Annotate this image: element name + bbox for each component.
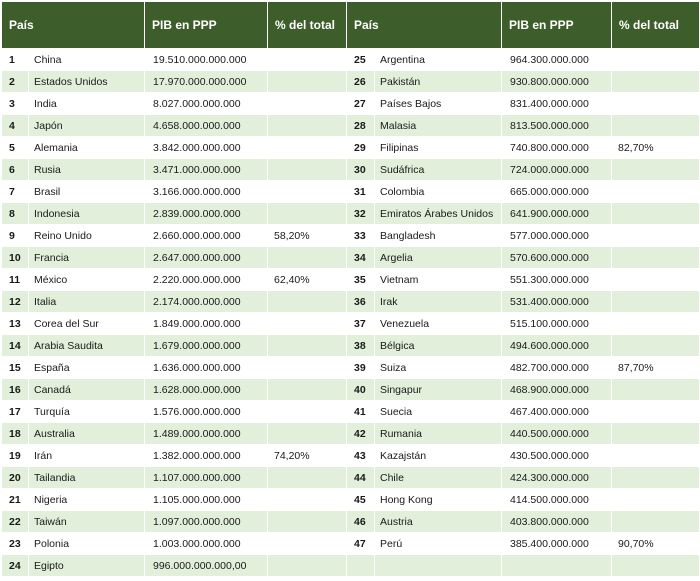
share-left-cell [268,555,347,577]
gdp-right-cell: 551.300.000.000 [502,269,612,291]
gdp-right-cell: 641.900.000.000 [502,203,612,225]
gdp-right-cell: 430.500.000.000 [502,445,612,467]
share-left-cell [268,357,347,379]
table-row [2,555,700,577]
rank-left-cell: 19 [2,445,29,467]
share-left-cell [268,203,347,225]
header-share-right: % del total [612,2,700,49]
country-right-cell: Perú [375,533,502,555]
rank-left-cell: 9 [2,225,29,247]
gdp-right-cell: 440.500.000.000 [502,423,612,445]
share-right-cell: 87,70% [612,357,700,379]
share-right-cell: 82,70% [612,137,700,159]
share-right-cell [612,225,700,247]
gdp-left-cell: 3.166.000.000.000 [145,181,268,203]
rank-right-cell: 25 [347,49,375,71]
table-row [2,401,700,423]
share-left-cell [268,379,347,401]
share-right-cell [612,115,700,137]
rank-right-cell: 34 [347,247,375,269]
gdp-right-cell: 724.000.000.000 [502,159,612,181]
rank-left-cell: 23 [2,533,29,555]
gdp-left-cell: 1.636.000.000.000 [145,357,268,379]
share-right-cell: 90,70% [612,533,700,555]
header-gdp-left: PIB en PPP [145,2,268,49]
gdp-right-cell: 468.900.000.000 [502,379,612,401]
gdp-right-cell: 577.000.000.000 [502,225,612,247]
rank-right-cell: 35 [347,269,375,291]
table-row [2,159,700,181]
table-row [2,533,700,555]
rank-right-cell: 36 [347,291,375,313]
country-right-cell: Colombia [375,181,502,203]
header-country-left: País [2,2,145,49]
gdp-right-cell: 740.800.000.000 [502,137,612,159]
country-left-cell: Corea del Sur [29,313,145,335]
gdp-left-cell: 3.471.000.000.000 [145,159,268,181]
table-row [2,423,700,445]
table-row [2,511,700,533]
share-left-cell [268,533,347,555]
country-right-cell: Hong Kong [375,489,502,511]
share-right-cell [612,445,700,467]
gdp-left-cell: 1.576.000.000.000 [145,401,268,423]
gdp-left-cell: 1.628.000.000.000 [145,379,268,401]
rank-left-cell: 8 [2,203,29,225]
rank-left-cell: 15 [2,357,29,379]
rank-left-cell: 10 [2,247,29,269]
share-left-cell [268,181,347,203]
gdp-right-cell [502,555,612,577]
country-left-cell: India [29,93,145,115]
table-row [2,445,700,467]
share-right-cell [612,335,700,357]
table-row [2,313,700,335]
share-left-cell: 74,20% [268,445,347,467]
rank-right-cell: 45 [347,489,375,511]
table-row [2,291,700,313]
rank-right-cell: 43 [347,445,375,467]
country-right-cell: Vietnam [375,269,502,291]
rank-right-cell: 27 [347,93,375,115]
gdp-right-cell: 385.400.000.000 [502,533,612,555]
country-left-cell: Rusia [29,159,145,181]
share-left-cell [268,71,347,93]
table-row [2,335,700,357]
gdp-right-cell: 494.600.000.000 [502,335,612,357]
share-right-cell [612,423,700,445]
gdp-left-cell: 1.107.000.000.000 [145,467,268,489]
rank-right-cell: 28 [347,115,375,137]
rank-right-cell: 37 [347,313,375,335]
gdp-right-cell: 964.300.000.000 [502,49,612,71]
country-right-cell: Sudáfrica [375,159,502,181]
share-left-cell [268,489,347,511]
rank-left-cell: 1 [2,49,29,71]
rank-left-cell: 3 [2,93,29,115]
country-left-cell: Irán [29,445,145,467]
gdp-right-cell: 414.500.000.000 [502,489,612,511]
gdp-left-cell: 2.220.000.000.000 [145,269,268,291]
country-left-cell: Tailandia [29,467,145,489]
rank-left-cell: 21 [2,489,29,511]
share-left-cell [268,115,347,137]
country-right-cell [375,555,502,577]
share-right-cell [612,269,700,291]
gdp-right-cell: 467.400.000.000 [502,401,612,423]
table-row [2,49,700,71]
gdp-left-cell: 1.105.000.000.000 [145,489,268,511]
share-left-cell [268,137,347,159]
rank-left-cell: 11 [2,269,29,291]
share-left-cell [268,159,347,181]
country-right-cell: Suiza [375,357,502,379]
share-right-cell [612,467,700,489]
rank-right-cell: 41 [347,401,375,423]
header-share-left: % del total [268,2,347,49]
country-left-cell: Reino Unido [29,225,145,247]
rank-right-cell: 46 [347,511,375,533]
rank-left-cell: 18 [2,423,29,445]
table-row [2,225,700,247]
rank-left-cell: 20 [2,467,29,489]
country-right-cell: Chile [375,467,502,489]
share-right-cell [612,401,700,423]
gdp-left-cell: 2.647.000.000.000 [145,247,268,269]
gdp-left-cell: 2.660.000.000.000 [145,225,268,247]
country-left-cell: Brasil [29,181,145,203]
header-gdp-right: PIB en PPP [502,2,612,49]
gdp-right-cell: 665.000.000.000 [502,181,612,203]
rank-left-cell: 4 [2,115,29,137]
country-right-cell: Argentina [375,49,502,71]
country-left-cell: Japón [29,115,145,137]
table-row [2,489,700,511]
country-right-cell: Emiratos Árabes Unidos [375,203,502,225]
share-right-cell [612,313,700,335]
share-right-cell [612,49,700,71]
share-left-cell [268,313,347,335]
country-right-cell: Singapur [375,379,502,401]
share-left-cell [268,49,347,71]
share-left-cell [268,93,347,115]
country-left-cell: China [29,49,145,71]
table-row [2,247,700,269]
table-row [2,93,700,115]
table-row [2,71,700,93]
gdp-right-cell: 403.800.000.000 [502,511,612,533]
gdp-left-cell: 1.097.000.000.000 [145,511,268,533]
rank-right-cell: 44 [347,467,375,489]
rank-left-cell: 2 [2,71,29,93]
country-left-cell: Polonia [29,533,145,555]
share-left-cell [268,401,347,423]
gdp-left-cell: 996.000.000.000,00 [145,555,268,577]
share-right-cell [612,379,700,401]
gdp-right-cell: 831.400.000.000 [502,93,612,115]
share-right-cell [612,291,700,313]
rank-right-cell [347,555,375,577]
share-left-cell: 62,40% [268,269,347,291]
country-left-cell: Arabia Saudita [29,335,145,357]
country-left-cell: Estados Unidos [29,71,145,93]
gdp-right-cell: 424.300.000.000 [502,467,612,489]
gdp-right-cell: 515.100.000.000 [502,313,612,335]
gdp-left-cell: 17.970.000.000.000 [145,71,268,93]
header-row [2,2,700,49]
rank-right-cell: 31 [347,181,375,203]
rank-right-cell: 30 [347,159,375,181]
gdp-left-cell: 1.003.000.000.000 [145,533,268,555]
country-left-cell: Taiwán [29,511,145,533]
rank-left-cell: 7 [2,181,29,203]
country-left-cell: Turquía [29,401,145,423]
gdp-ppp-table [1,1,700,577]
gdp-left-cell: 1.489.000.000.000 [145,423,268,445]
gdp-right-cell: 813.500.000.000 [502,115,612,137]
country-left-cell: Francia [29,247,145,269]
rank-right-cell: 33 [347,225,375,247]
gdp-left-cell: 19.510.000.000.000 [145,49,268,71]
rank-left-cell: 5 [2,137,29,159]
table-row [2,115,700,137]
share-left-cell [268,335,347,357]
country-right-cell: Rumania [375,423,502,445]
share-right-cell [612,203,700,225]
share-left-cell [268,511,347,533]
rank-left-cell: 13 [2,313,29,335]
share-right-cell [612,93,700,115]
country-left-cell: Indonesia [29,203,145,225]
share-left-cell: 58,20% [268,225,347,247]
country-right-cell: Bélgica [375,335,502,357]
country-left-cell: Egipto [29,555,145,577]
rank-left-cell: 22 [2,511,29,533]
country-left-cell: Australia [29,423,145,445]
country-right-cell: Países Bajos [375,93,502,115]
table-row [2,181,700,203]
header-country-right: País [347,2,502,49]
share-left-cell [268,291,347,313]
country-right-cell: Pakistán [375,71,502,93]
rank-right-cell: 40 [347,379,375,401]
gdp-right-cell: 570.600.000.000 [502,247,612,269]
rank-left-cell: 16 [2,379,29,401]
country-right-cell: Austria [375,511,502,533]
country-left-cell: Canadá [29,379,145,401]
table-row [2,203,700,225]
gdp-left-cell: 1.849.000.000.000 [145,313,268,335]
share-right-cell [612,555,700,577]
rank-right-cell: 47 [347,533,375,555]
country-left-cell: México [29,269,145,291]
share-left-cell [268,467,347,489]
table-row [2,379,700,401]
country-left-cell: España [29,357,145,379]
rank-right-cell: 39 [347,357,375,379]
country-right-cell: Kazajstán [375,445,502,467]
rank-right-cell: 26 [347,71,375,93]
gdp-right-cell: 482.700.000.000 [502,357,612,379]
country-left-cell: Nigeria [29,489,145,511]
rank-right-cell: 32 [347,203,375,225]
country-right-cell: Malasia [375,115,502,137]
country-left-cell: Italia [29,291,145,313]
share-right-cell [612,247,700,269]
gdp-left-cell: 2.174.000.000.000 [145,291,268,313]
share-left-cell [268,247,347,269]
gdp-left-cell: 3.842.000.000.000 [145,137,268,159]
country-right-cell: Bangladesh [375,225,502,247]
share-right-cell [612,71,700,93]
country-left-cell: Alemania [29,137,145,159]
country-right-cell: Argelia [375,247,502,269]
country-right-cell: Suecia [375,401,502,423]
share-left-cell [268,423,347,445]
share-right-cell [612,159,700,181]
gdp-right-cell: 930.800.000.000 [502,71,612,93]
table-row [2,269,700,291]
country-right-cell: Irak [375,291,502,313]
table-row [2,137,700,159]
rank-right-cell: 42 [347,423,375,445]
gdp-left-cell: 2.839.000.000.000 [145,203,268,225]
rank-left-cell: 14 [2,335,29,357]
gdp-left-cell: 1.382.000.000.000 [145,445,268,467]
gdp-left-cell: 8.027.000.000.000 [145,93,268,115]
rank-left-cell: 6 [2,159,29,181]
table-row [2,357,700,379]
table-row [2,467,700,489]
rank-left-cell: 24 [2,555,29,577]
gdp-left-cell: 1.679.000.000.000 [145,335,268,357]
share-right-cell [612,511,700,533]
country-right-cell: Filipinas [375,137,502,159]
country-right-cell: Venezuela [375,313,502,335]
rank-left-cell: 12 [2,291,29,313]
rank-left-cell: 17 [2,401,29,423]
gdp-right-cell: 531.400.000.000 [502,291,612,313]
share-right-cell [612,489,700,511]
rank-right-cell: 29 [347,137,375,159]
rank-right-cell: 38 [347,335,375,357]
gdp-left-cell: 4.658.000.000.000 [145,115,268,137]
share-right-cell [612,181,700,203]
